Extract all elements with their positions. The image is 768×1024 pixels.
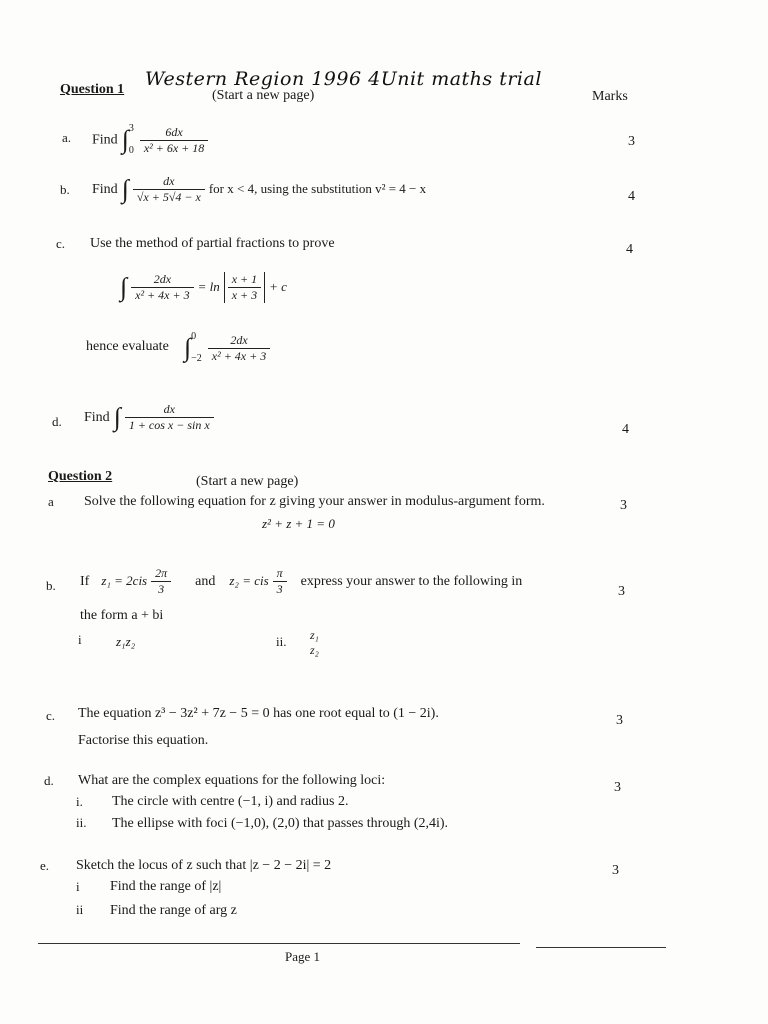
- q1c-denominator: x² + 4x + 3: [131, 287, 193, 303]
- q1b-expression: Find ∫ $\frac{dx}{√x + 5√4 - x}$ for x < 4, using the substitution v² = 4 − x: [92, 174, 427, 204]
- q1a-expression: Find ∫ 3 0 $\frac{6dx}{\text{x² + 6x + 18}}$: [92, 118, 208, 162]
- q1c-upper-limit: 0: [191, 331, 197, 342]
- q2e-text: Sketch the locus of z such that |z − 2 − 2i| = 2: [76, 858, 332, 873]
- q2b-i-expression: z₁z₂: [116, 634, 136, 649]
- q1b-find: Find: [92, 182, 118, 198]
- q2a-text: Solve the following equation for z giving your answer in modulus-argument form.: [84, 494, 545, 509]
- q2b-label: b.: [46, 578, 56, 593]
- q1c-eval-numerator: 2dx: [230, 332, 248, 347]
- q2b-instruction: express your answer to the following in: [300, 574, 523, 590]
- q1c-eval-denominator: x² + 4x + 3: [208, 348, 270, 364]
- marks-heading: Marks: [592, 89, 628, 104]
- q1d-denominator: 1 + cos x − sin x: [125, 417, 214, 433]
- footer-rule-left: [38, 943, 520, 944]
- q2b-ii-numerator: z₁: [310, 628, 319, 642]
- q1c-lower-limit: −2: [191, 353, 202, 364]
- q2d-i-label: i.: [76, 794, 83, 809]
- q2b-marks: 3: [618, 584, 625, 599]
- q1a-upper-limit: 3: [128, 123, 134, 134]
- question-1-note: (Start a new page): [212, 88, 315, 103]
- q1a-numerator: 6dx: [165, 124, 183, 139]
- q1b-denominator: √x + 5√4 − x: [133, 189, 205, 205]
- q1b-condition: for x < 4, using the substitution v² = 4 − x: [208, 181, 427, 197]
- q1a-lower-limit: 0: [128, 145, 134, 156]
- q2b-z1: z₁ = 2cis: [101, 573, 148, 589]
- q2b-z1-denominator: 3: [151, 581, 171, 597]
- q2b-ii-denominator: z₂: [310, 643, 319, 657]
- q1b-numerator: dx: [163, 174, 175, 188]
- q2a-label: a: [48, 494, 54, 509]
- q2d-ii-label: ii.: [76, 815, 87, 830]
- q2b-z2-denominator: 3: [273, 581, 287, 597]
- q2e-i-text: Find the range of |z|: [110, 879, 222, 894]
- q2c-text: The equation z³ − 3z² + 7z − 5 = 0 has one root equal to (1 − 2i).: [78, 706, 439, 721]
- q1d-numerator: dx: [163, 402, 175, 416]
- q2e-ii-text: Find the range of arg z: [110, 903, 237, 918]
- q1b-label: b.: [60, 182, 70, 197]
- q1c-equals-ln: = ln: [197, 279, 220, 295]
- q2a-marks: 3: [620, 498, 627, 513]
- q1c-abs-numerator: x + 1: [231, 272, 258, 286]
- q1c-evaluate-expression: ∫ 0 −2 $\frac{2dx}{\text{x² + 4x + 3}}$: [184, 326, 270, 370]
- q1d-marks: 4: [622, 422, 629, 437]
- question-2-title: Question 2: [48, 469, 113, 484]
- q1d-expression: Find ∫ $\frac{dx}{\text{1 + cos x − sin x}}$: [84, 402, 214, 433]
- q2a-equation: z² + z + 1 = 0: [262, 516, 335, 531]
- q2b-z2-numerator: π: [276, 566, 283, 580]
- q1a-label: a.: [62, 130, 72, 145]
- question-2-note: (Start a new page): [196, 474, 299, 489]
- q1c-hence: hence evaluate: [86, 339, 169, 354]
- q1c-numerator: 2dx: [153, 272, 172, 286]
- q2b-definitions: [80, 566, 522, 597]
- q2d-text: What are the complex equations for the following loci:: [78, 773, 386, 788]
- q2d-ii-text: The ellipse with foci (−1,0), (2,0) that passes through (2,4i).: [112, 816, 449, 831]
- q2b-and: and: [195, 574, 216, 590]
- q2c-label: c.: [46, 708, 56, 723]
- q2d-label: d.: [44, 773, 54, 788]
- q1d-find: Find: [84, 410, 110, 426]
- q2e-label: e.: [40, 858, 50, 873]
- q1c-identity: ∫ $\frac{2dx}{\text{x² + 4x + 3}}$ = ln $\frac{x + 1}{x + 3}$ + c: [120, 272, 287, 302]
- q1a-marks: 3: [628, 134, 635, 149]
- question-1-title: Question 1: [60, 82, 125, 97]
- q1c-abs-denominator: x + 3: [228, 287, 261, 303]
- q1c-constant: + c: [269, 279, 287, 295]
- q2b-ii-expression: [306, 628, 323, 658]
- q2b-z2: z₂ = cis: [229, 573, 269, 589]
- q2b-if: If: [80, 574, 90, 590]
- q1c-label: c.: [56, 236, 66, 251]
- q2e-ii-label: ii: [76, 902, 84, 917]
- page-number: Page 1: [285, 949, 321, 964]
- q1d-label: d.: [52, 414, 62, 429]
- q2e-marks: 3: [612, 863, 619, 878]
- q2c-marks: 3: [616, 713, 623, 728]
- q1a-find: Find: [92, 132, 118, 148]
- handwritten-annotation: Western Region 1996 4Unit maths trial: [145, 68, 542, 90]
- q2b-i-label: i: [78, 632, 82, 647]
- q1a-denominator: x² + 6x + 18: [140, 140, 208, 156]
- q2d-i-text: The circle with centre (−1, i) and radius 2.: [112, 794, 349, 809]
- q2d-marks: 3: [614, 780, 621, 795]
- q1c-marks: 4: [626, 242, 633, 257]
- q2b-ii-label: ii.: [276, 634, 287, 649]
- q2e-i-label: i: [76, 879, 80, 894]
- q2b-form: the form a + bi: [80, 608, 164, 623]
- q2c-instruction: Factorise this equation.: [78, 733, 209, 748]
- q1c-text: Use the method of partial fractions to prove: [90, 236, 335, 251]
- q1b-marks: 4: [628, 189, 635, 204]
- footer-rule-right: [536, 947, 666, 948]
- q2b-z1-numerator: 2π: [155, 566, 168, 580]
